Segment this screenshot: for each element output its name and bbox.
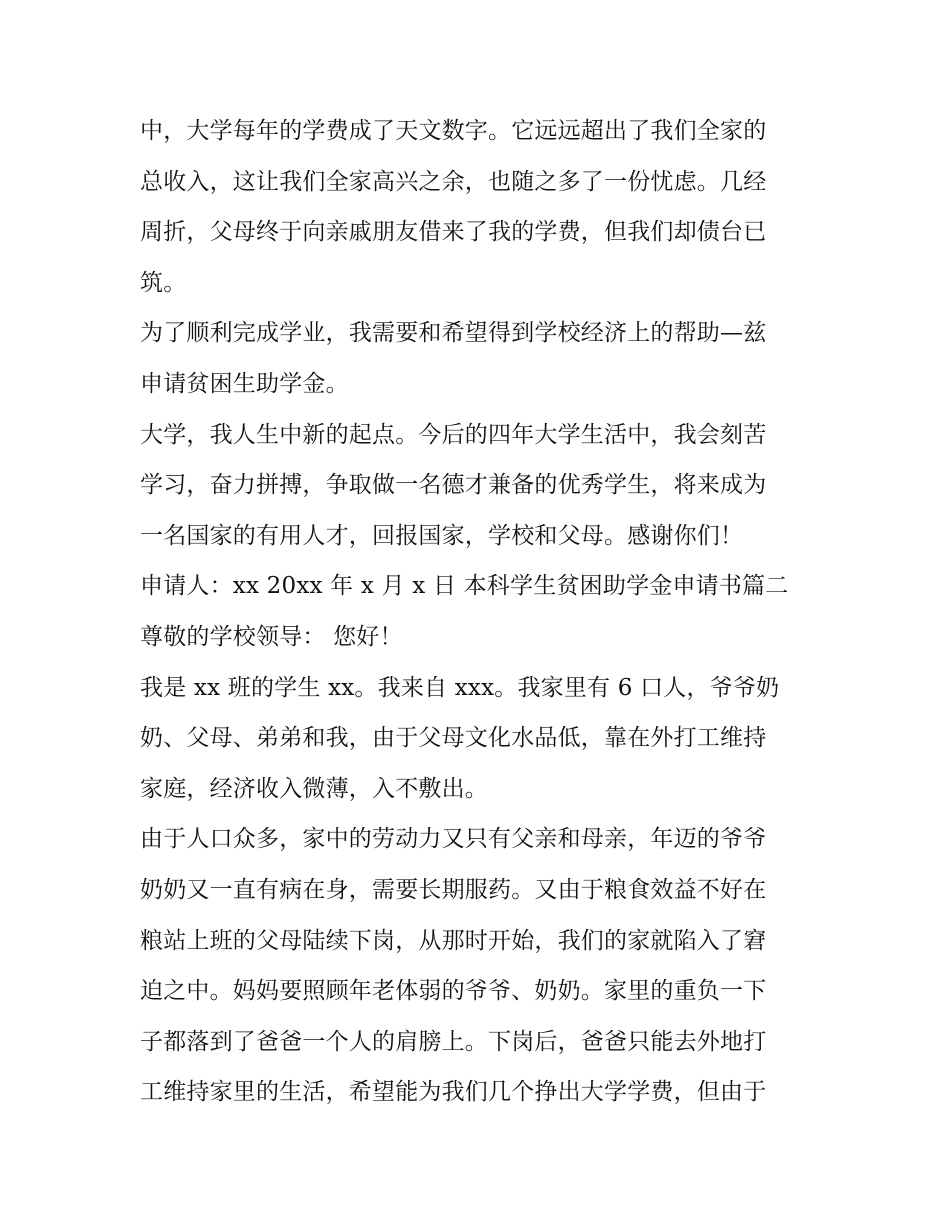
text-line: 申请贫困生助学金。	[140, 370, 349, 397]
text-line: 工维持家里的生活，希望能为我们几个挣出大学学费，但由于	[140, 1079, 767, 1106]
text-line: 由于人口众多，家中的劳动力又只有父亲和母亲，年迈的爷爷	[140, 826, 767, 853]
text-line: 奶奶又一直有病在身，需要长期服药。又由于粮食效益不好在	[140, 876, 767, 903]
text-line: 大学，我人生中新的起点。今后的四年大学生活中，我会刻苦	[140, 421, 767, 448]
text-line: 中，大学每年的学费成了天文数字。它远远超出了我们全家的	[140, 118, 767, 144]
text-line: 奶、父母、弟弟和我，由于父母文化水品低，靠在外打工维持	[140, 725, 767, 752]
text-line: 粮站上班的父母陆续下岗，从那时开始，我们的家就陷入了窘	[140, 927, 767, 954]
text-line: 周折，父母终于向亲戚朋友借来了我的学费，但我们却债台已	[140, 219, 767, 246]
text-line: 迫之中。妈妈要照顾年老体弱的爷爷、奶奶。家里的重负一下	[140, 978, 767, 1005]
text-line: 筑。	[140, 269, 187, 296]
text-line: 子都落到了爸爸一个人的肩膀上。下岗后，爸爸只能去外地打	[140, 1028, 767, 1055]
text-line: 一名国家的有用人才，回报国家，学校和父母。感谢你们！	[140, 522, 744, 549]
text-line: 学习，奋力拼搏，争取做一名德才兼备的优秀学生，将来成为	[140, 472, 767, 499]
text-line: 家庭，经济收入微薄，入不敷出。	[140, 775, 488, 802]
text-line: 总收入，这让我们全家高兴之余，也随之多了一份忧虑。几经	[140, 168, 767, 195]
text-line: 我是 xx 班的学生 xx。我来自 xxx。我家里有 6 口人，爷爷奶	[140, 674, 780, 701]
document-text-body	[140, 106, 820, 1118]
text-line: 申请人：xx 20xx 年 x 月 x 日 本科学生贫困助学金申请书篇二	[140, 573, 789, 600]
text-line: 尊敬的学校领导： 您好！	[140, 623, 403, 650]
text-line: 为了顺利完成学业，我需要和希望得到学校经济上的帮助—兹	[140, 320, 767, 347]
